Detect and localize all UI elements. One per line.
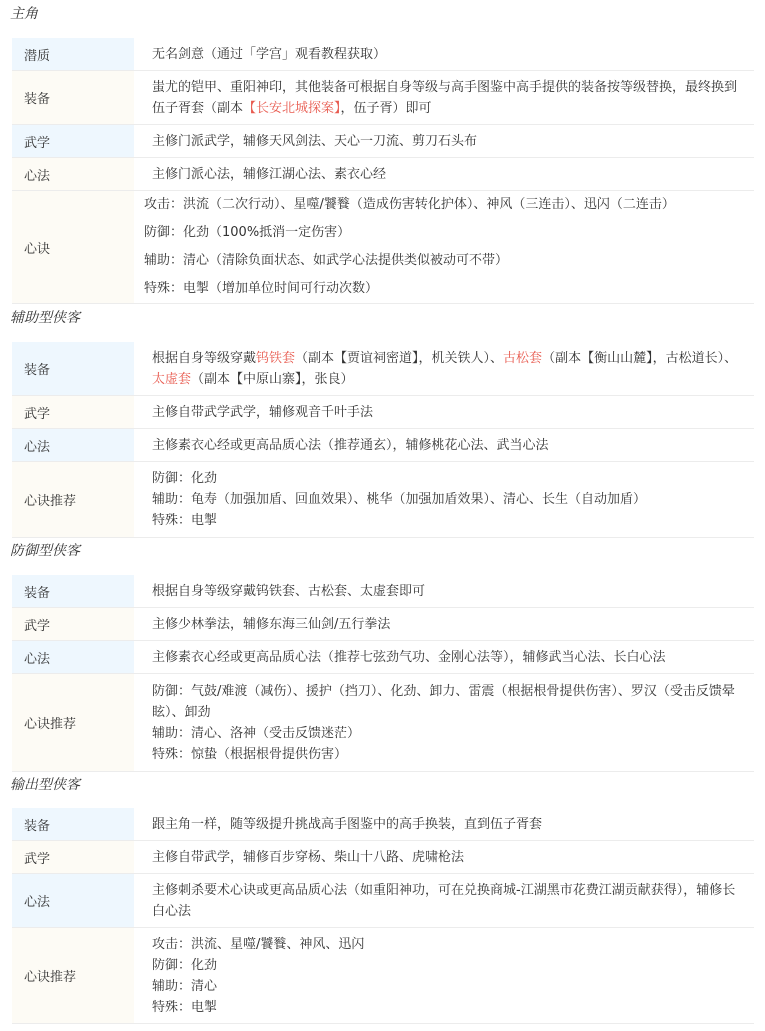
content-text: 特殊：电掣（增加单位时间可行动次数） — [144, 281, 379, 296]
row-label: 心诀 — [12, 191, 134, 304]
highlight-text: 【长安北城探案】 — [243, 100, 341, 116]
content-line — [152, 131, 744, 152]
content-line — [152, 814, 744, 835]
content-line — [152, 164, 744, 185]
content-line — [144, 275, 744, 303]
content-line — [152, 934, 744, 955]
table-row — [12, 608, 754, 641]
content-text: 防御：化劲 — [152, 957, 218, 973]
table-row — [12, 396, 754, 429]
table-row — [12, 841, 754, 874]
row-content — [134, 462, 754, 538]
content-line — [152, 468, 744, 489]
content-line — [152, 976, 744, 997]
row-content — [134, 38, 754, 71]
table-row — [12, 158, 754, 191]
content-line — [152, 744, 744, 765]
content-text: 防御：化劲（100%抵消一定伤害） — [144, 225, 351, 240]
content-text: 主修门派心法，辅修江湖心法、素衣心经 — [152, 166, 387, 182]
content-line — [152, 44, 744, 65]
row-content — [134, 125, 754, 158]
row-label: 潜质 — [12, 38, 134, 71]
table-row — [12, 874, 754, 928]
row-content — [134, 808, 754, 841]
content-line — [144, 247, 744, 275]
content-text: 辅助：清心、洛神（受击反馈迷茫） — [152, 725, 361, 741]
content-line — [152, 681, 744, 723]
row-label: 心诀推荐 — [12, 928, 134, 1024]
highlight-text: 古松套 — [503, 350, 543, 366]
table-row — [12, 71, 754, 125]
row-label: 心法 — [12, 158, 134, 191]
row-content — [134, 841, 754, 874]
content-line — [152, 614, 744, 635]
section-title-support: 辅助型侠客 — [10, 310, 80, 326]
row-content — [134, 71, 754, 125]
table-row — [12, 191, 754, 304]
row-content — [134, 641, 754, 674]
row-label: 武学 — [12, 125, 134, 158]
row-label: 心法 — [12, 641, 134, 674]
row-label: 心诀推荐 — [12, 674, 134, 772]
content-text: 主修素衣心经或更高品质心法（推荐七弦劲气功、金刚心法等），辅修武当心法、长白心法 — [152, 649, 666, 665]
table-row — [12, 38, 754, 71]
content-line — [152, 723, 744, 744]
section-table-protagonist — [12, 38, 754, 304]
table-row — [12, 674, 754, 772]
row-content — [134, 928, 754, 1024]
content-text: 主修门派武学，辅修天风剑法、天心一刀流、剪刀石头布 — [152, 133, 478, 149]
row-label: 武学 — [12, 608, 134, 641]
row-content — [134, 674, 754, 772]
table-row — [12, 808, 754, 841]
row-content — [134, 874, 754, 928]
content-line — [144, 219, 744, 247]
content-line — [152, 489, 744, 510]
table-row — [12, 928, 754, 1024]
content-text: 防御：化劲 — [152, 471, 218, 486]
row-label: 装备 — [12, 575, 134, 608]
table-row — [12, 342, 754, 396]
content-text: 跟主角一样，随等级提升挑战高手图鉴中的高手换装，直到伍子胥套 — [152, 816, 543, 832]
content-text: 主修素衣心经或更高品质心法（推荐通玄），辅修桃花心法、武当心法 — [152, 437, 549, 453]
content-text: 无名剑意（通过「学宫」观看教程获取） — [152, 46, 387, 62]
content-line — [152, 435, 744, 456]
table-row — [12, 462, 754, 538]
content-text: 蚩尤的铠甲、重阳神印，其他装备可根据自身等级与高手图鉴中高手提供的装备按等级替换，最终换到伍子胥套（副本 — [152, 79, 738, 116]
table-row — [12, 125, 754, 158]
row-content — [134, 429, 754, 462]
content-text: 攻击：洪流、星噬/饕餮、神风、迅闪 — [152, 936, 365, 952]
row-content — [134, 396, 754, 429]
table-row — [12, 641, 754, 674]
section-table-defense — [12, 575, 754, 772]
content-text: 辅助：清心 — [152, 978, 218, 994]
row-label: 装备 — [12, 342, 134, 396]
section-table-damage — [12, 808, 754, 1024]
row-label: 心诀推荐 — [12, 462, 134, 538]
content-text: 主修刺杀要术心诀或更高品质心法（如重阳神功，可在兑换商城-江湖黑市花费江湖贡献获得），辅修长白心法 — [152, 882, 736, 919]
content-line — [152, 402, 744, 423]
section-title-defense: 防御型侠客 — [10, 543, 80, 559]
content-line — [152, 581, 744, 602]
row-label: 心法 — [12, 429, 134, 462]
row-content — [134, 575, 754, 608]
content-line — [152, 880, 744, 922]
content-text: 主修少林拳法，辅修东海三仙剑/五行拳法 — [152, 616, 391, 632]
content-text: 主修自带武学武学，辅修观音千叶手法 — [152, 404, 374, 420]
content-text: 根据自身等级穿戴 — [152, 350, 257, 366]
table-row — [12, 575, 754, 608]
row-label: 装备 — [12, 71, 134, 125]
content-text: 特殊：惊蛰（根据根骨提供伤害） — [152, 746, 348, 762]
content-line — [152, 997, 744, 1018]
content-line — [152, 510, 744, 531]
content-text: 攻击：洪流（二次行动）、星噬/饕餮（造成伤害转化护体）、神风（三连击）、迅闪（二连击） — [144, 197, 675, 212]
content-line — [152, 955, 744, 976]
row-content — [134, 342, 754, 396]
content-text: 特殊：电掣 — [152, 513, 218, 528]
row-label: 武学 — [12, 841, 134, 874]
section-table-support — [12, 342, 754, 538]
row-label: 装备 — [12, 808, 134, 841]
section-title-protagonist: 主角 — [10, 6, 38, 22]
content-line — [152, 77, 744, 119]
content-text: ，伍子胥）即可 — [340, 100, 432, 116]
content-text: （副本【衡山山麓】，古松道长）、 — [542, 350, 738, 366]
highlight-text: 太虚套 — [152, 371, 192, 387]
row-label: 心法 — [12, 874, 134, 928]
section-title-damage: 输出型侠客 — [10, 777, 80, 793]
row-label: 武学 — [12, 396, 134, 429]
content-line — [152, 348, 744, 390]
content-text: 特殊：电掣 — [152, 999, 218, 1015]
content-text: 防御：气鼓/难渡（减伤）、援护（挡刀）、化劲、卸力、雷震（根据根骨提供伤害）、罗汉（受击反馈晕眩）、卸劲 — [152, 683, 735, 720]
content-text: 辅助：清心（清除负面状态、如武学心法提供类似被动可不带） — [144, 253, 509, 268]
row-content — [134, 158, 754, 191]
content-text: 辅助：龟寿（加强加盾、回血效果）、桃华（加强加盾效果）、清心、长生（自动加盾） — [152, 492, 647, 507]
content-text: （副本【中原山寨】，张良） — [191, 371, 354, 387]
content-line — [144, 191, 744, 219]
content-line — [152, 647, 744, 668]
content-text: 主修自带武学，辅修百步穿杨、柴山十八路、虎啸枪法 — [152, 849, 465, 865]
content-text: 根据自身等级穿戴钨铁套、古松套、太虚套即可 — [152, 583, 426, 599]
content-text: （副本【贾谊祠密道】，机关铁人）、 — [295, 350, 504, 366]
highlight-text: 钨铁套 — [256, 350, 296, 366]
table-row — [12, 429, 754, 462]
row-content — [134, 608, 754, 641]
content-line — [152, 847, 744, 868]
row-content — [134, 191, 754, 304]
